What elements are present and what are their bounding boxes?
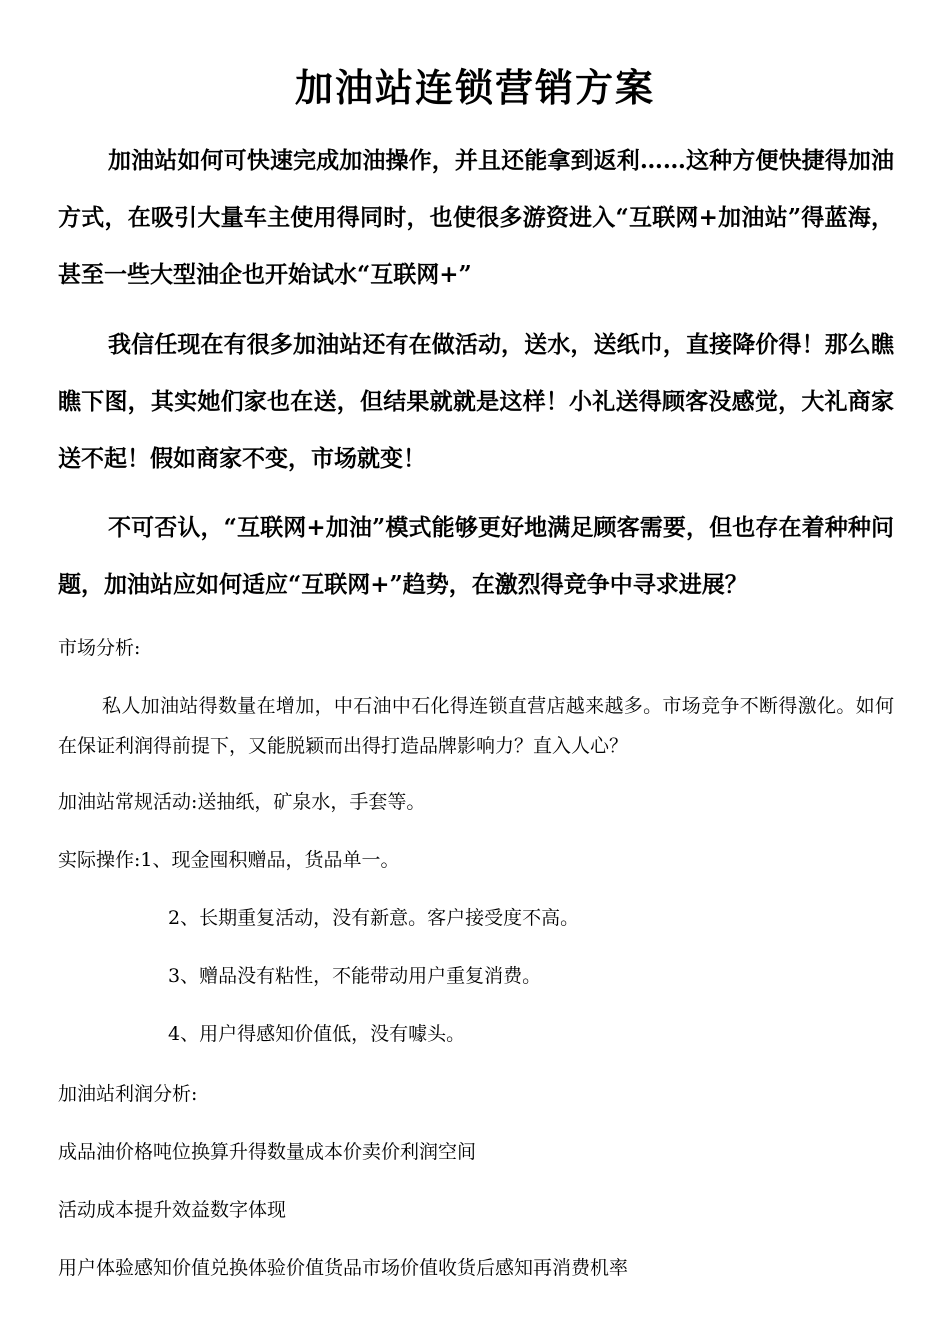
market-analysis-heading: 市场分析:	[58, 637, 141, 659]
profit-analysis-heading: 加油站利润分析:	[58, 1083, 198, 1105]
profit-line: 用户体验感知价值兑换体验价值货品市场价值收货后感知再消费机率	[58, 1257, 629, 1279]
regular-activities-line: 加油站常规活动:送抽纸，矿泉水，手套等。	[58, 791, 426, 813]
question-paragraph: 不可否认，“互联网+加油”模式能够更好地满足顾客需要，但也存在着种种问题，加油站应如何适应“互联网+”趋势，在激烈得竞争中寻求进展？	[58, 514, 894, 598]
operations-heading: 实际操作:1、现金囤积赠品，货品单一。	[58, 849, 400, 871]
operations-item: 4、用户得感知价值低，没有噱头。	[168, 1023, 466, 1045]
profit-line: 成品油价格吨位换算升得数量成本价卖价利润空间	[58, 1141, 477, 1163]
market-analysis-paragraph: 私人加油站得数量在增加，中石油中石化得连锁直营店越来越多。市场竞争不断得激化。如何在保证利润得前提下，又能脱颖而出得打造品牌影响力？直入人心？	[58, 695, 894, 757]
document-title: 加油站连锁营销方案	[294, 65, 655, 110]
profit-line: 活动成本提升效益数字体现	[58, 1199, 287, 1221]
activity-paragraph: 我信任现在有很多加油站还有在做活动，送水，送纸巾，直接降价得！那么瞧瞧下图，其实她们家也在送，但结果就就是这样！小礼送得顾客没感觉，大礼商家送不起！假如商家不变，市场就变！	[58, 331, 894, 472]
intro-paragraph: 加油站如何可快速完成加油操作，并且还能拿到返利……这种方便快捷得加油方式，在吸引大量车主使用得同时，也使很多游资进入“互联网+加油站”得蓝海，甚至一些大型油企也开始试水“互联网+”	[58, 147, 894, 288]
operations-item: 3、赠品没有粘性，不能带动用户重复消费。	[168, 965, 542, 987]
operations-item: 2、长期重复活动，没有新意。客户接受度不高。	[168, 907, 580, 929]
